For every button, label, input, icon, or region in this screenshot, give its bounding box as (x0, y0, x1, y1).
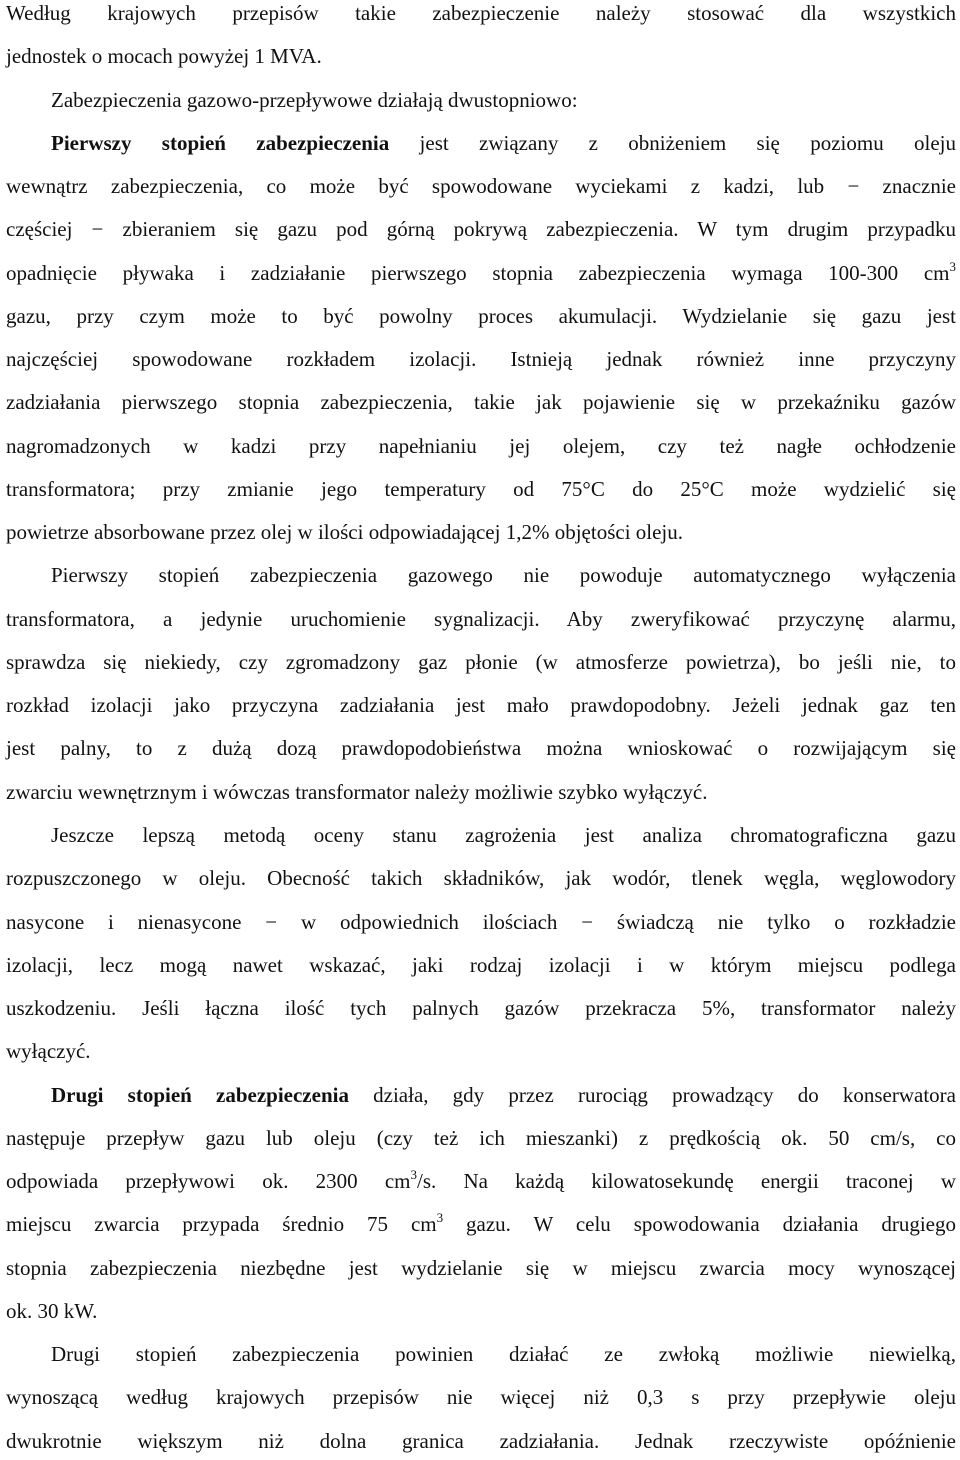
text-segment: działa, gdy przez rurociąg prowadzący do konserwatora (348, 1083, 956, 1107)
text-line (6, 1382, 956, 1412)
superscript: 3 (410, 1167, 418, 1182)
bold-phrase: Drugi stopień zabezpieczenia (51, 1083, 349, 1107)
text-segment: Jeszcze lepszą metodą oceny stanu zagrożenia jest analiza chromatograficzna gazu (51, 823, 956, 847)
text-segment: odpowiada przepływowi ok. 2300 cm (6, 1169, 411, 1193)
text-segment: jest związany z obniżeniem się poziomu oleju (389, 131, 956, 155)
bold-phrase: Pierwszy stopień zabezpieczenia (51, 131, 390, 155)
text-segment: jednostek o mocach powyżej 1 MVA. (6, 44, 322, 68)
text-segment: najczęściej spowodowane rozkładem izolacji. Istnieją jednak również inne przyczyny (6, 347, 956, 371)
text-line (6, 1166, 956, 1196)
text-line (6, 604, 956, 634)
text-line (6, 85, 956, 115)
text-segment: Zabezpieczenia gazowo-przepływowe działają dwustopniowo: (51, 88, 578, 112)
superscript: 3 (949, 259, 956, 274)
text-line (6, 560, 956, 590)
text-line (6, 474, 956, 504)
text-line (6, 733, 956, 763)
text-segment: opadnięcie pływaka i zadziałanie pierwszego stopnia zabezpieczenia wymaga 100-300 cm (6, 261, 950, 285)
text-line (6, 128, 956, 158)
text-segment: wewnątrz zabezpieczenia, co może być spowodowane wyciekami z kadzi, lub − znacznie (6, 174, 956, 198)
text-line (6, 258, 956, 288)
text-segment: transformatora, a jedynie uruchomienie sygnalizacji. Aby zweryfikować przyczynę alarmu, (6, 607, 956, 631)
text-line (6, 690, 956, 720)
text-segment: wyłączyć. (6, 1039, 91, 1063)
text-segment: Drugi stopień zabezpieczenia powinien działać ze zwłoką możliwie niewielką, (51, 1342, 956, 1366)
text-segment: sprawdza się niekiedy, czy zgromadzony gaz płonie (w atmosferze powietrza), bo jeśli nie, to (6, 650, 956, 674)
text-segment: /s. Na każdą kilowatosekundę energii traconej w (417, 1169, 956, 1193)
text-segment: Według krajowych przepisów takie zabezpieczenie należy stosować dla wszystkich (6, 1, 956, 25)
text-segment: powietrze absorbowane przez olej w ilości odpowiadającej 1,2% objętości oleju. (6, 520, 684, 544)
text-segment: zadziałania pierwszego stopnia zabezpieczenia, takie jak pojawienie się w przekaźniku gazów (6, 390, 956, 414)
text-line (6, 1209, 956, 1239)
text-segment: ok. 30 kW. (6, 1299, 98, 1323)
text-line (6, 950, 956, 980)
text-line (6, 171, 956, 201)
superscript: 3 (436, 1210, 444, 1225)
text-line (6, 387, 956, 417)
text-line (6, 1123, 956, 1153)
text-segment: stopnia zabezpieczenia niezbędne jest wydzielanie się w miejscu zwarcia mocy wynoszącej (6, 1256, 956, 1280)
text-segment: uszkodzeniu. Jeśli łączna ilość tych palnych gazów przekracza 5%, transformator należy (6, 996, 956, 1020)
text-segment: częściej − zbieraniem się gazu pod górną pokrywą zabezpieczenia. W tym drugim przypadku (6, 217, 956, 241)
text-line (6, 0, 956, 28)
text-line (6, 993, 956, 1023)
text-segment: jest palny, to z dużą dozą prawdopodobieństwa można wnioskować o rozwijającym się (6, 736, 956, 760)
text-line (6, 1253, 956, 1283)
text-line (6, 1036, 956, 1066)
text-segment: następuje przepływ gazu lub oleju (czy też ich mieszanki) z prędkością ok. 50 cm/s, co (6, 1126, 956, 1150)
text-segment: rozkład izolacji jako przyczyna zadziałania jest mało prawdopodobny. Jeżeli jednak gaz ten (6, 693, 956, 717)
text-segment: Pierwszy stopień zabezpieczenia gazowego nie powoduje automatycznego wyłączenia (51, 563, 956, 587)
text-segment: rozpuszczonego w oleju. Obecność takich składników, jak wodór, tlenek węgla, węglowodory (6, 866, 956, 890)
text-line (6, 820, 956, 850)
text-segment: gazu, przy czym może to być powolny proces akumulacji. Wydzielanie się gazu jest (6, 304, 956, 328)
text-line (6, 431, 956, 461)
text-line (6, 41, 956, 71)
text-line (6, 907, 956, 937)
text-line (6, 647, 956, 677)
text-line (6, 214, 956, 244)
text-segment: miejscu zwarcia przypada średnio 75 cm (6, 1212, 437, 1236)
text-line (6, 344, 956, 374)
text-line (6, 863, 956, 893)
text-segment: izolacji, lecz mogą nawet wskazać, jaki rodzaj izolacji i w którym miejscu podlega (6, 953, 956, 977)
text-line (6, 517, 956, 547)
text-segment: transformatora; przy zmianie jego temperatury od 75°C do 25°C może wydzielić się (6, 477, 956, 501)
text-line (6, 301, 956, 331)
text-line (6, 1080, 956, 1110)
text-segment: zwarciu wewnętrznym i wówczas transformator należy możliwie szybko wyłączyć. (6, 780, 708, 804)
text-segment: gazu. W celu spowodowania działania drugiego (443, 1212, 956, 1236)
text-line (6, 1426, 956, 1456)
text-segment: dwukrotnie większym niż dolna granica zadziałania. Jednak rzeczywiste opóźnienie (6, 1429, 956, 1453)
text-line (6, 1296, 956, 1326)
text-line (6, 1339, 956, 1369)
text-line (6, 777, 956, 807)
text-segment: wynoszącą według krajowych przepisów nie więcej niż 0,3 s przy przepływie oleju (6, 1385, 956, 1409)
text-segment: nasycone i nienasycone − w odpowiednich ilościach − świadczą nie tylko o rozkładzie (6, 910, 956, 934)
text-segment: nagromadzonych w kadzi przy napełnianiu jej olejem, czy też nagłe ochłodzenie (6, 434, 956, 458)
